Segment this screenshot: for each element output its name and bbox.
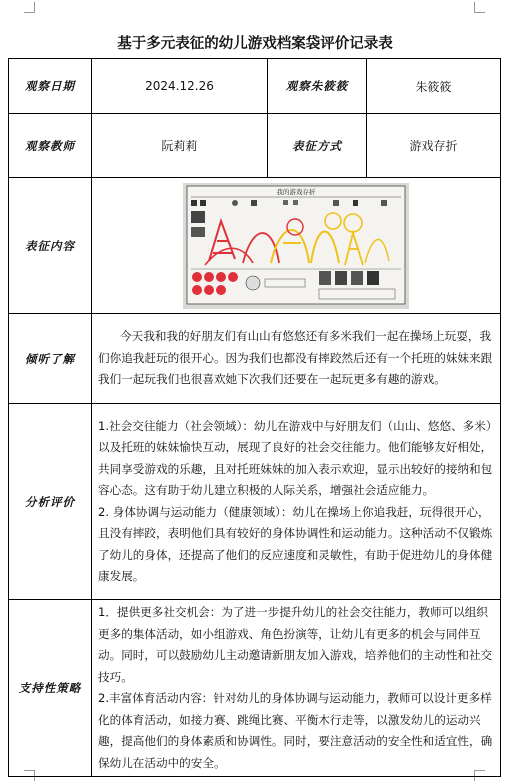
analysis-cell — [92, 404, 501, 600]
analysis-paragraph-2: 2. 身体协调与运动能力（健康领域）：幼儿在操场上你追我赶，玩得很开心，且没有摔跤，表明他们具有较好的身体协调性和运动能力。这种活动不仅锻炼了幼儿的身体，还提高了他们的反应速度和灵敏性，有助于促进幼儿的身体健康发展。 — [98, 504, 493, 583]
game-passbook-photo — [183, 183, 409, 309]
teacher-label: 观察教师 — [9, 114, 92, 178]
row-analysis — [9, 404, 501, 600]
document-title: 基于多元表征的幼儿游戏档案袋评价记录表 — [117, 35, 393, 52]
row-content — [9, 178, 501, 314]
row-teacher — [9, 114, 501, 178]
subject-value: 朱筱筱 — [367, 59, 501, 114]
listen-label: 倾听了解 — [9, 314, 92, 404]
date-label: 观察日期 — [9, 59, 92, 114]
page-corner-mark — [24, 2, 35, 13]
analysis-paragraph-1: 1.社会交往能力（社会领域）：幼儿在游戏中与好朋友们（山山、悠悠、多米）以及托班的妹妹愉快互动，展现了良好的社会交往能力。他们能够友好相处，共同享受游戏的乐趣，且对托班妹妹的加入表示欢迎，显示出较好的接纳和包容心态。这有助于幼儿建立积极的人际关系，增强社会适应能力。 — [98, 418, 493, 497]
photo-header: 我的游戏存折 — [276, 187, 316, 196]
method-value: 游戏存折 — [367, 114, 501, 178]
support-cell — [92, 600, 501, 777]
row-listen — [9, 314, 501, 404]
support-paragraph-2: 2.丰富体育活动内容：针对幼儿的身体协调与运动能力，教师可以设计更多样化的体育活动，如接力赛、跳绳比赛、平衡木行走等，以激发幼儿的运动兴趣，提高他们的身体素质和协调性。同时，要注意活动的安全性和适宜性，确保幼儿在活动中的安全。 — [98, 691, 493, 770]
teacher-value: 阮莉莉 — [92, 114, 268, 178]
method-label: 表征方式 — [268, 114, 367, 178]
row-date — [9, 59, 501, 114]
listen-cell — [92, 314, 501, 404]
analysis-label: 分析评价 — [9, 404, 92, 600]
record-table — [8, 58, 501, 777]
support-paragraph-1: 1．提供更多社交机会：为了进一步提升幼儿的社会交往能力，教师可以组织更多的集体活动，如小组游戏、角色扮演等，让幼儿有更多的机会与同伴互动。同时，可以鼓励幼儿主动邀请新朋友加入游戏，培养他们的主动性和社交技巧。 — [98, 605, 493, 684]
content-label: 表征内容 — [9, 178, 92, 314]
subject-label: 观察朱筱筱 — [268, 59, 367, 114]
listen-text: 今天我和我的好朋友们有山山有悠悠还有多米我们一起在操场上玩耍，我们你追我赶玩的很开心。因为我们也都没有摔跤然后还有一个托班的妹妹来跟我们一起玩我们也很喜欢她下次我们还要在一起玩更多有趣的游戏。 — [98, 329, 493, 387]
date-value: 2024.12.26 — [92, 59, 268, 114]
support-label: 支持性策略 — [9, 600, 92, 777]
row-support — [9, 600, 501, 777]
page-corner-mark — [474, 2, 485, 13]
content-cell — [92, 178, 501, 314]
